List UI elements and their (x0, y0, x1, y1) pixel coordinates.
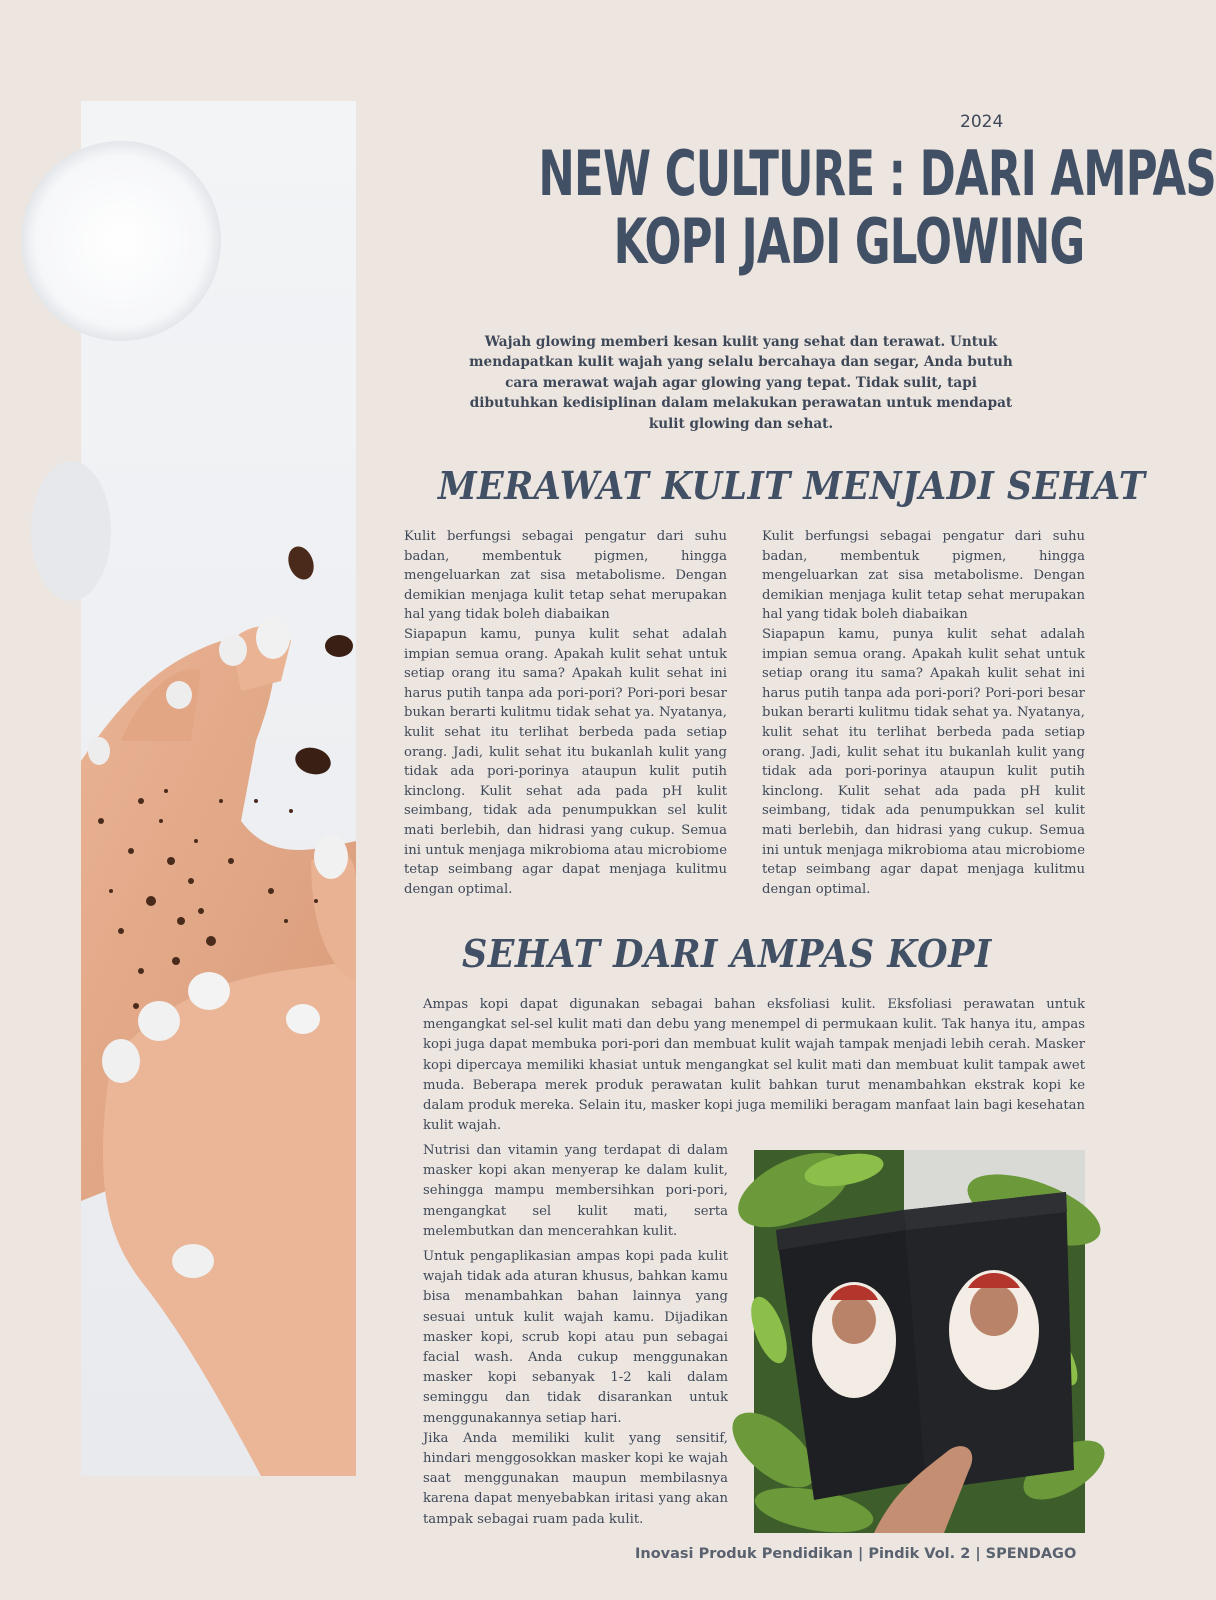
coffee-scrub-hands-photo (81, 101, 356, 1476)
section1-left-paragraph-1: Kulit berfungsi sebagai pengatur dari suhu badan, membentuk pigmen, hingga mengeluarkan zat sisa metabolisme. Dengan demikian menjaga kulit tetap sehat merupakan hal yang tidak boleh diabaikan (404, 529, 727, 623)
section2-paragraph-3: Untuk pengaplikasian ampas kopi pada kulit wajah tidak ada aturan khusus, bahkan kamu bisa menambahkan bahan lainnya yang sesuai untuk kulit wajah kamu. Dijadikan masker kopi, scrub kopi atau pun sebagai facial wash. Anda cukup menggunakan masker kopi sebanyak 1-2 kali dalam seminggu dan tidak disarankan untuk menggunakannya setiap hari. (423, 1249, 728, 1426)
section-heading-merawat-kulit: MERAWAT KULIT MENJADI SEHAT (438, 463, 1146, 508)
section1-right-paragraph-1: Kulit berfungsi sebagai pengatur dari suhu badan, membentuk pigmen, hingga mengeluarkan zat sisa metabolisme. Dengan demikian menjaga kulit tetap sehat merupakan hal yang tidak boleh diabaikan (762, 529, 1085, 623)
title-line-1: NEW CULTURE : DARI AMPAS (538, 137, 1216, 210)
issue-year: 2024 (960, 112, 1004, 132)
section1-right-paragraph-2: Siapapun kamu, punya kulit sehat adalah impian semua orang. Apakah kulit sehat untuk setiap orang itu sama? Apakah kulit sehat ini harus putih tanpa ada pori-pori? Pori-pori besar bukan berarti kulitmu tidak sehat ya. Nyatanya, kulit sehat itu terlihat berbeda pada setiap orang. Jadi, kulit sehat itu bukanlah kulit yang tidak ada pori-porinya ataupun kulit putih kinclong. Kulit sehat ada pada pH kulit seimbang, tidak ada penumpukkan sel kulit mati berlebih, dan hidrasi yang cukup. Semua ini untuk menjaga mikrobioma atau microbiome tetap seimbang agar dapat menjaga kulitmu dengan optimal. (762, 626, 1085, 897)
section1-left-column (404, 527, 727, 899)
page-title (538, 137, 1216, 278)
section2-paragraph-1: Ampas kopi dapat digunakan sebagai bahan eksfoliasi kulit. Eksfoliasi perawatan untuk mengangkat sel-sel kulit mati dan debu yang menempel di permukaan kulit. Tak hanya itu, ampas kopi juga dapat membuka pori-pori dan membuat kulit wajah tampak menjadi lebih cerah. Masker kopi dipercaya memiliki khasiat untuk mengangkat sel kulit mati dan membuat kulit tampak awet muda. Beberapa merek produk perawatan kulit bahkan turut menambahkan ekstrak kopi ke dalam produk mereka. Selain itu, masker kopi juga memiliki beragam manfaat lain bagi kesehatan kulit wajah. (423, 997, 1085, 1134)
title-line-2: KOPI JADI GLOWING (613, 205, 1085, 278)
section2-paragraph-4: Jika Anda memiliki kulit yang sensitif, hindari menggosokkan masker kopi ke wajah saat menggunakan maupun membilasnya karena dapat menyebabkan iritasi yang akan tampak sebagai ruam pada kulit. (423, 1430, 728, 1527)
section-heading-ampas-kopi: SEHAT DARI AMPAS KOPI (462, 931, 992, 976)
intro-paragraph: Wajah glowing memberi kesan kulit yang sehat dan terawat. Untuk mendapatkan kulit wajah yang selalu bercahaya dan segar, Anda butuh cara merawat wajah agar glowing yang tepat. Tidak sulit, tapi dibutuhkan kedisiplinan dalam melakukan perawatan untuk mendapat kulit glowing dan sehat. (469, 334, 1013, 432)
section1-left-paragraph-2: Siapapun kamu, punya kulit sehat adalah impian semua orang. Apakah kulit sehat untuk setiap orang itu sama? Apakah kulit sehat ini harus putih tanpa ada pori-pori? Pori-pori besar bukan berarti kulitmu tidak sehat ya. Nyatanya, kulit sehat itu terlihat berbeda pada setiap orang. Jadi, kulit sehat itu bukanlah kulit yang tidak ada pori-porinya ataupun kulit putih kinclong. Kulit sehat ada pada pH kulit seimbang, tidak ada penumpukkan sel kulit mati berlebih, dan hidrasi yang cukup. Semua ini untuk menjaga mikrobioma atau microbiome tetap seimbang agar dapat menjaga kulitmu dengan optimal. (404, 626, 727, 897)
section1-right-column (762, 527, 1085, 899)
section2-narrow-column (423, 1141, 728, 1535)
page-footer: Inovasi Produk Pendidikan | Pindik Vol. 2 | SPENDAGO (635, 1546, 1077, 1562)
coffee-mask-product-photo (754, 1150, 1085, 1533)
section2-paragraph-2: Nutrisi dan vitamin yang terdapat di dalam masker kopi akan menyerap ke dalam kulit, sehingga mampu membersihkan pori-pori, mengangkat sel kulit mati, serta melembutkan dan mencerahkan kulit. (423, 1143, 728, 1239)
